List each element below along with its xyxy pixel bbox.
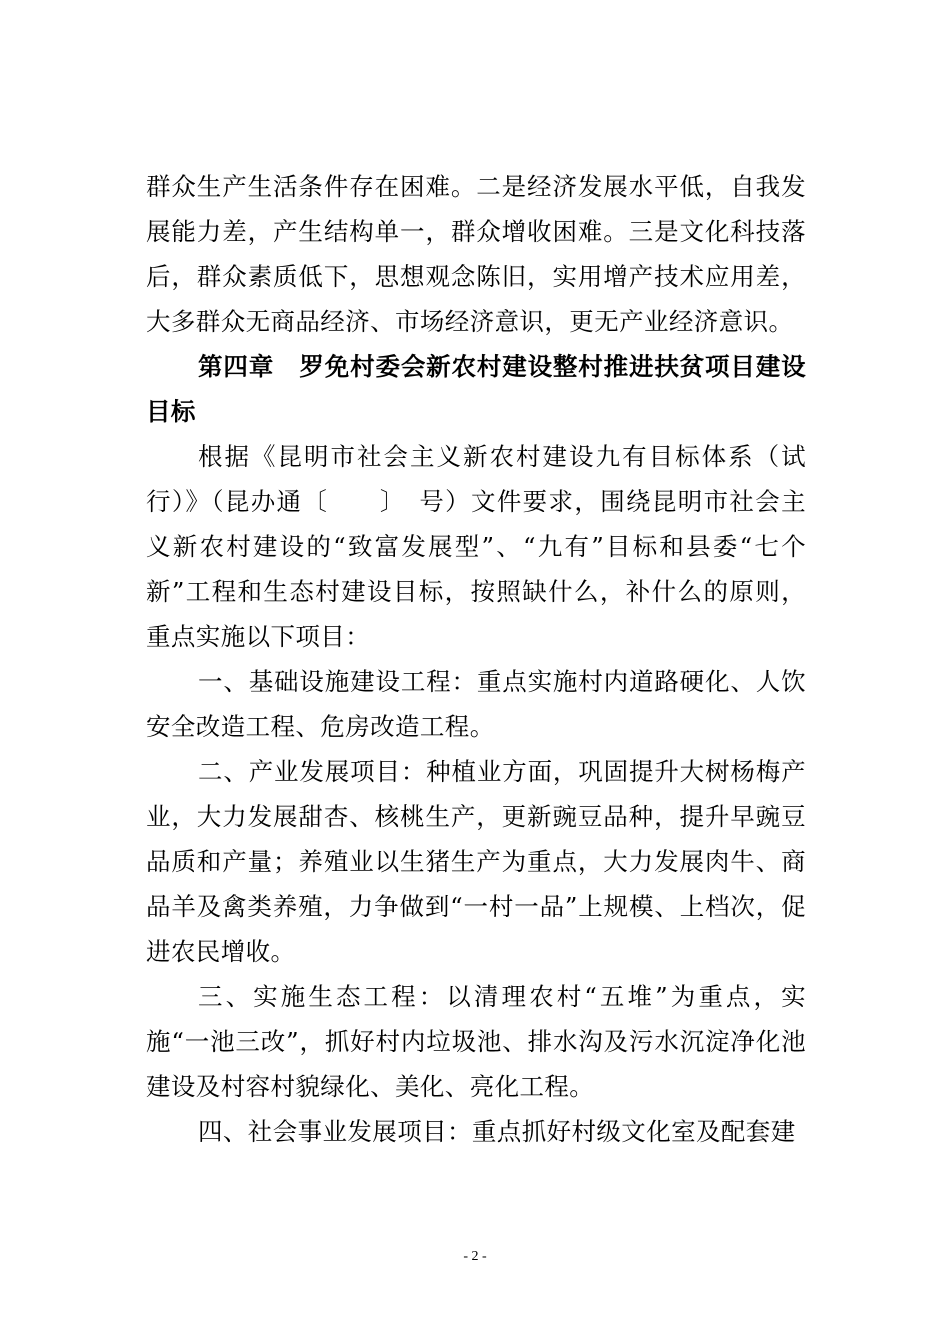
paragraph-5: 三、实施生态工程：以清理农村“五堆”为重点，实施“一池三改”，抓好村内垃圾池、排水沟及污水沉淀净化池建设及村容村貌绿化、美化、亮化工程。 [146, 982, 806, 1101]
chapter-heading: 第四章 罗免村委会新农村建设整村推进扶贫项目建设目标 [146, 352, 806, 426]
paragraph-6: 四、社会事业发展项目：重点抓好村级文化室及配套建 [198, 1117, 796, 1146]
page-number: - 2 - [463, 1249, 487, 1264]
paragraph-2: 根据《昆明市社会主义新农村建设九有目标体系（试行）》（昆办通〔 〕 号）文件要求，围绕昆明市社会主义新农村建设的“致富发展型”、“九有”目标和县委“七个新”工程和生态村建设目标，按照缺什么，补什么的原则，重点实施以下项目： [146, 442, 806, 651]
paragraph-1: 群众生产生活条件存在困难。二是经济发展水平低，自我发展能力差，产生结构单一，群众增收困难。三是文化科技落后，群众素质低下，思想观念陈旧，实用增产技术应用差，大多群众无商品经济、市场经济意识，更无产业经济意识。 [146, 172, 806, 336]
paragraph-3: 一、基础设施建设工程：重点实施村内道路硬化、人饮安全改造工程、危房改造工程。 [146, 667, 806, 741]
document-body [146, 164, 806, 1154]
paragraph-4: 二、产业发展项目：种植业方面，巩固提升大树杨梅产业，大力发展甜杏、核桃生产，更新豌豆品种，提升早豌豆品质和产量；养殖业以生猪生产为重点，大力发展肉牛、商品羊及禽类养殖，力争做到“一村一品”上规模、上档次，促进农民增收。 [146, 757, 806, 966]
